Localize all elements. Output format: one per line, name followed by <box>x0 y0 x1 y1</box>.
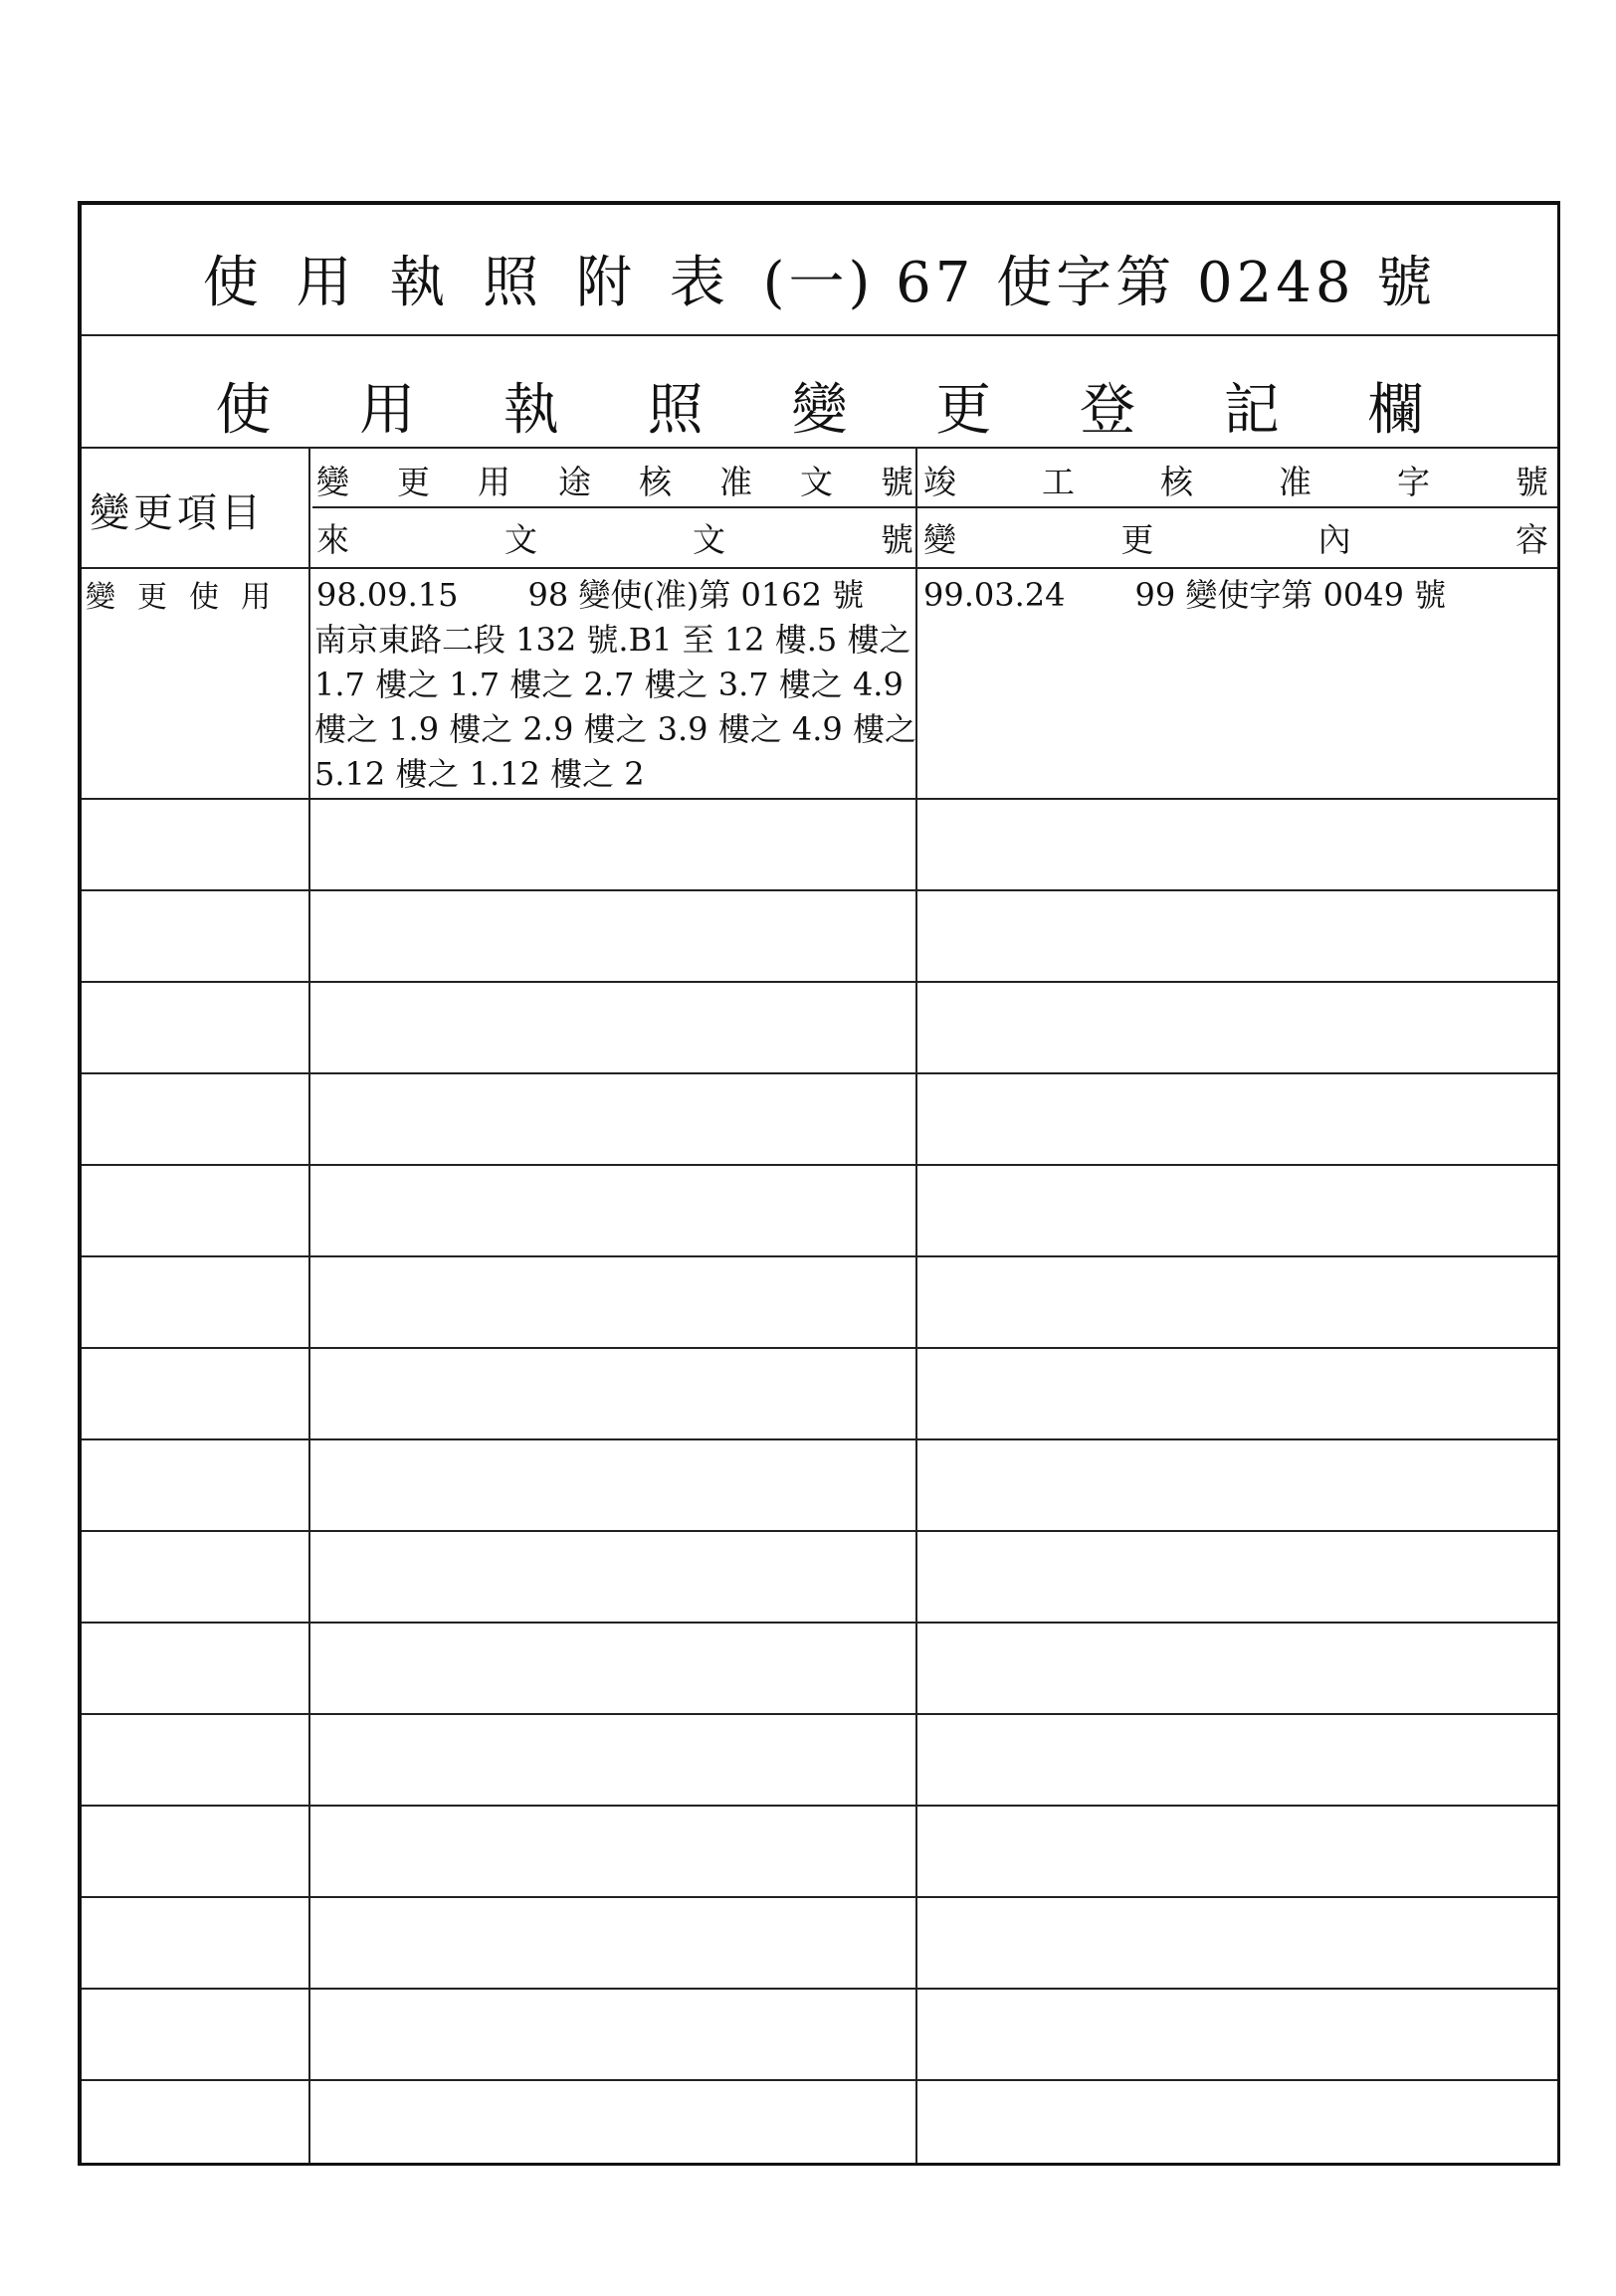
row-line <box>82 889 1557 891</box>
header-char: 用 <box>478 463 510 501</box>
header-char: 號 <box>1515 463 1548 501</box>
divider <box>82 447 1557 449</box>
entry-completion <box>923 573 1446 618</box>
header-char: 號 <box>881 520 913 559</box>
completion-date: 99.03.24 <box>923 576 1066 614</box>
row-line <box>82 1622 1557 1624</box>
banner-char: 記 <box>1223 378 1280 443</box>
row-line <box>82 798 1557 800</box>
row-line <box>82 2079 1557 2081</box>
row-line <box>82 981 1557 983</box>
title-char: 照 <box>483 251 543 315</box>
completion-number: 99 變使字第 0049 號 <box>1134 576 1447 614</box>
header-change-content <box>923 514 1548 561</box>
row-line <box>82 1896 1557 1898</box>
title-char: 附 <box>575 251 636 315</box>
row-line <box>82 1072 1557 1074</box>
header-char: 核 <box>639 463 672 501</box>
header-char: 准 <box>719 463 752 501</box>
change-registration-form <box>78 201 1560 2166</box>
entry-approval <box>316 573 864 618</box>
approval-date: 98.09.15 <box>316 576 459 614</box>
header-char: 字 <box>1397 463 1430 501</box>
banner-char: 用 <box>359 378 416 443</box>
header-approval-doc <box>316 457 913 503</box>
column-divider <box>308 447 310 2163</box>
row-line <box>82 1164 1557 1166</box>
title-char: 使 <box>202 251 263 315</box>
header-char: 容 <box>1515 520 1548 559</box>
header-char: 文 <box>505 520 537 559</box>
header-incoming-doc <box>316 514 913 561</box>
title-char: 執 <box>389 251 450 315</box>
header-char: 工 <box>1042 463 1075 501</box>
banner-char: 照 <box>647 378 704 443</box>
header-char: 途 <box>558 463 591 501</box>
title-suffix: (一) 67 使字第 0248 號 <box>762 251 1437 315</box>
address-line: 南京東路二段 132 號.B1 至 12 樓.5 樓之 <box>314 621 911 659</box>
row-line <box>82 1805 1557 1807</box>
header-char: 文 <box>693 520 725 559</box>
address-line: 5.12 樓之 1.12 樓之 2 <box>314 755 645 793</box>
header-char: 更 <box>397 463 430 501</box>
banner-char: 欄 <box>1367 378 1424 443</box>
row-line <box>82 1347 1557 1349</box>
divider <box>82 567 1557 569</box>
divider <box>82 334 1557 336</box>
title-char: 用 <box>296 251 356 315</box>
row-line <box>82 1530 1557 1532</box>
banner-char: 更 <box>935 378 992 443</box>
divider <box>312 506 1557 508</box>
row-line <box>82 1988 1557 1990</box>
row-line <box>82 1255 1557 1257</box>
banner-char: 執 <box>503 378 559 443</box>
banner-char: 使 <box>215 378 272 443</box>
address-line: 樓之 1.9 樓之 2.9 樓之 3.9 樓之 4.9 樓之 <box>314 710 916 748</box>
column-divider <box>915 447 917 2163</box>
header-char: 來 <box>316 520 349 559</box>
header-char: 更 <box>1120 520 1154 559</box>
header-char: 變 <box>316 463 349 501</box>
banner-char: 變 <box>791 378 848 443</box>
section-banner <box>82 366 1557 446</box>
header-char: 核 <box>1160 463 1193 501</box>
row-line <box>82 1438 1557 1440</box>
approval-number: 98 變使(准)第 0162 號 <box>527 576 865 614</box>
header-char: 變 <box>923 520 956 559</box>
header-completion-no <box>923 457 1548 503</box>
form-title <box>82 239 1557 318</box>
header-char: 文 <box>800 463 833 501</box>
row-line <box>82 1713 1557 1715</box>
address-line: 1.7 樓之 1.7 樓之 2.7 樓之 3.7 樓之 4.9 <box>314 666 904 703</box>
entry-item: 變更使用 <box>86 580 293 615</box>
header-char: 內 <box>1317 520 1351 559</box>
header-item-column: 變更項目 <box>90 490 265 536</box>
title-char: 表 <box>669 251 729 315</box>
header-char: 號 <box>881 463 913 501</box>
header-char: 准 <box>1279 463 1312 501</box>
banner-char: 登 <box>1079 378 1135 443</box>
header-char: 竣 <box>923 463 956 501</box>
